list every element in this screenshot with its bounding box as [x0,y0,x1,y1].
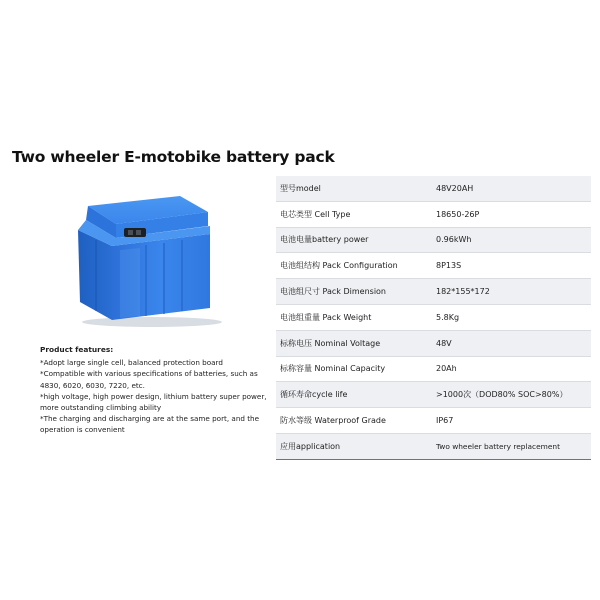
feature-item: *high voltage, high power design, lithium battery super power, more outstanding climbing ability [40,391,267,413]
spec-value: 48V [436,338,452,348]
spec-key: 循环寿命cycle life [280,390,348,400]
spec-value: 8P13S [436,261,462,271]
spec-value: 182*155*172 [436,287,490,297]
spec-value: 0.96kWh [436,235,472,245]
spec-row-pack-dimension [276,279,591,305]
spec-row-pack-configuration [276,253,591,279]
page-title: Two wheeler E-motobike battery pack [12,148,335,166]
spec-key: 防水等级 Waterproof Grade [280,416,386,426]
product-features [40,344,275,436]
spec-row-battery-power [276,228,591,254]
spec-value: 20Ah [436,364,457,374]
spec-row-cycle-life [276,382,591,408]
spec-value: >1000次（DOD80% SOC>80%） [436,390,568,400]
spec-key: 电池电量battery power [280,235,369,245]
spec-value: Two wheeler battery replacement [436,441,560,451]
spec-key: 型号model [280,183,321,193]
spec-row-cell-type [276,202,591,228]
spec-key: 标称容量 Nominal Capacity [280,364,386,374]
spec-row-application [276,434,591,460]
spec-key: 电池组结构 Pack Configuration [280,261,398,271]
spec-row-nominal-voltage [276,331,591,357]
battery-pack-icon [60,190,230,330]
spec-key: 应用application [280,441,341,451]
spec-value: IP67 [436,416,454,426]
spec-key: 标称电压 Nominal Voltage [280,338,381,348]
spec-row-nominal-capacity [276,357,591,383]
feature-item: *Compatible with various specifications of batteries, such as 4830, 6020, 6030, 7220, etc. [40,369,258,390]
features-title: Product features: [40,345,114,354]
spec-value: 48V20AH [436,183,474,193]
spec-row-model [276,176,591,202]
spec-key: 电芯类型 Cell Type [280,209,351,219]
spec-value: 5.8Kg [436,312,460,322]
spec-key: 电池组重量 Pack Weight [280,312,372,322]
battery-pack-image [60,190,230,330]
feature-item: *The charging and discharging are at the same port, and the operation is convenient [40,414,260,435]
spec-row-pack-weight [276,305,591,331]
spec-key: 电池组尺寸 Pack Dimension [280,287,387,297]
spec-value: 18650-26P [436,209,480,219]
spec-row-waterproof-grade [276,408,591,434]
spec-table [276,176,591,460]
feature-item: *Adopt large single cell, balanced protection board [40,358,223,368]
